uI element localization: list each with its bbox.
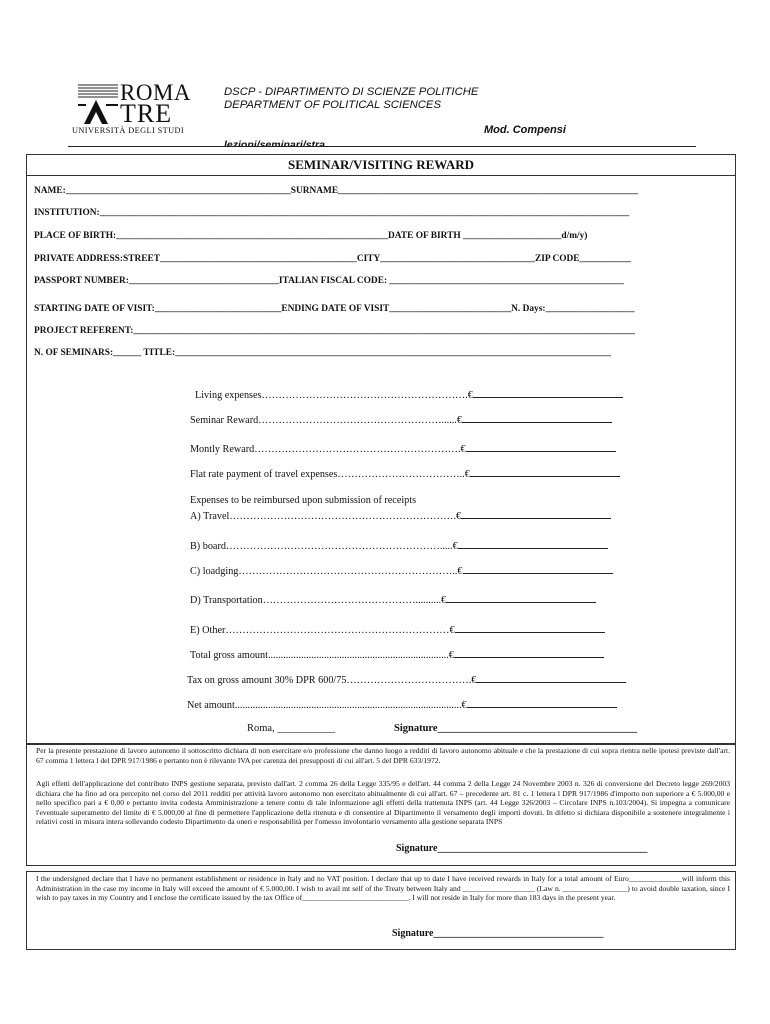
expense-label: Seminar Reward………………………………………………......€ — [190, 415, 462, 426]
amount-line[interactable] — [470, 466, 620, 477]
expense-label: B) board……………………………………………………….....€ — [190, 541, 458, 552]
amount-line[interactable] — [467, 697, 617, 708]
project-referent-field[interactable]: PROJECT REFERENT:___________________________________________________________________________________________________________ — [34, 326, 635, 336]
amount-line[interactable] — [454, 647, 604, 658]
tax-row[interactable] — [187, 672, 626, 686]
expense-label: Total gross amount.......................................................................€ — [190, 650, 454, 661]
expense-row[interactable] — [190, 592, 596, 606]
expense-label: Montly Reward…………………………………………………….€ — [190, 444, 466, 455]
expense-label: Net amount.........................................................................................€ — [187, 700, 467, 711]
amount-line[interactable] — [476, 672, 626, 683]
english-signature-field[interactable]: Signature__________________________________ — [392, 928, 604, 939]
visit-dates-field[interactable]: STARTING DATE OF VISIT:___________________________ENDING DATE OF VISIT__________________________N. Days:___________________ — [34, 304, 635, 314]
italian-declaration-text: Per la presente prestazione di lavoro autonomo il sottoscritto dichiara di non esercitare e/o professione che danno luogo a redditi di lavoro autonomo abituale e che la prestazione di cui sopra rientra nelle ipotesi previste dall'art. 67 comma 1 lettera l del DPR 917/1986 e pertanto non è rilevante IVA per carenza dei presupposti di cui all'art. 5 del DPR 633/1972. — [36, 746, 730, 765]
italian-declaration-text-2: Agli effetti dell'applicazione del contributo INPS gestione separata, previsto dall'art. 2 comma 26 della Legge 335/95 e dell'art. 44 comma 2 della Legge 24 Novembre 2003 n. 326 di conversione del Decreto legge 269/2003 dichiara che ha fino ad ora percepito nel corso del 2011 redditi per attività lavoro autonomo non esercitato abitualmente di cui all'art. 67 – precedente art. 81 c. 1 lettera l DPR 917/1986 d'importo non superiore a € 5.000,00 e nello specifico pari a € 0,00 e pertanto invita codesta Amministrazione a tenere conto di tale informazione agli effetti della trattenuta INPS (art. 44 Legge 326/2003 – Circolare INPS n.103/2004). Si impegna a comunicare l'eventuale superamento del limite di € 5.000,00 al fine di permettere l'applicazione della ritenuta e di consentire al Dipartimento il versamento degli importi dovuti. In difetto si dichiara disponibile a sostenere integralmente i relativi costi in misura intera sollevando codesto Dipartimento da oneri e responsabilità per l'omesso involontario versamento alla gestione separata INPS — [36, 779, 730, 826]
institution-field[interactable]: INSTITUTION:_________________________________________________________________________________________________________________ — [34, 208, 630, 218]
amount-line[interactable] — [446, 592, 596, 603]
expense-row[interactable] — [190, 622, 605, 636]
department-line-it: DSCP - DIPARTIMENTO DI SCIENZE POLITICHE — [224, 86, 479, 98]
expense-label: Living expenses…………………………………………………….€ — [195, 390, 473, 401]
expense-label: Tax on gross amount 30% DPR 600/75……………………………….€ — [187, 675, 477, 686]
department-heading — [224, 86, 478, 112]
expense-row[interactable] — [190, 441, 616, 455]
total-gross-row[interactable] — [190, 647, 604, 661]
logo-roma-text: ROMA — [120, 80, 192, 105]
birth-field[interactable]: PLACE OF BIRTH:__________________________________________________________DATE OF BIRTH _____________________d/m/y) — [34, 231, 588, 241]
logo-tre-text: TRE — [120, 99, 173, 128]
amount-line[interactable] — [461, 508, 611, 519]
expense-label: Flat rate payment of travel expenses………………………………..€ — [190, 469, 470, 480]
seminars-title-field[interactable]: N. OF SEMINARS:______ TITLE:_____________________________________________________________________________________________ — [34, 348, 612, 358]
expense-label: A) Travel………………………………………………………….€ — [190, 511, 462, 522]
expense-row[interactable] — [190, 508, 611, 522]
amount-line[interactable] — [462, 412, 612, 423]
expense-label: C) loadging………………………………………………………..€ — [190, 566, 463, 577]
university-emblem-icon — [74, 82, 118, 124]
roma-tre-logo — [70, 80, 192, 142]
form-title: SEMINAR/VISITING REWARD — [26, 154, 736, 176]
form-model-label: Mod. Compensi — [484, 124, 566, 136]
expense-row[interactable] — [190, 412, 612, 426]
reimbursement-heading: Expenses to be reimbursed upon submission of receipts — [190, 495, 417, 506]
expense-label: E) Other…………………………………………………………€ — [190, 625, 455, 636]
expense-row[interactable] — [195, 387, 623, 401]
form-category-label: lezioni/seminari/stra — [224, 139, 325, 147]
amount-line[interactable] — [458, 538, 608, 549]
header-rule — [68, 146, 696, 147]
logo-university-text: UNIVERSITÀ DEGLI STUDI — [72, 126, 185, 135]
place-date-field[interactable]: Roma, ___________ — [247, 723, 336, 734]
passport-fiscal-field[interactable]: PASSPORT NUMBER:________________________________ITALIAN FISCAL CODE: __________________________________________________ — [34, 276, 624, 286]
net-amount-row[interactable] — [187, 697, 617, 711]
address-field[interactable]: PRIVATE ADDRESS:STREET__________________________________________CITY_________________________________ZIP CODE___________ — [34, 254, 632, 264]
expense-row[interactable] — [190, 538, 608, 552]
english-declaration-text: I the undersigned declare that I have no permanent establishment or residence in Italy and no VAT position. I declare that up to date I have received rewards in Italy for a total amount of Euro______________will inform this Administration in the case my income in Italy will exceed the amount of € 5.000,00. I wish to avail mt self of the Treaty between Italy and ___________________ (Law n. _________________) to avoid double taxation, since I wish to pay taxes in my Country and I enclose the certificate issued by the tax Office of____________________________. I will not reside in Italy for more than 183 days in the present year. — [36, 874, 730, 902]
department-line-en: DEPARTMENT OF POLITICAL SCIENCES — [224, 99, 441, 111]
expense-row[interactable] — [190, 466, 620, 480]
amount-line[interactable] — [473, 387, 623, 398]
italian-signature-field[interactable]: Signature__________________________________________ — [396, 843, 648, 854]
name-surname-field[interactable]: NAME:________________________________________________SURNAME________________________________________________________________ — [34, 186, 639, 196]
amount-line[interactable] — [463, 563, 613, 574]
amount-line[interactable] — [455, 622, 605, 633]
amount-line[interactable] — [466, 441, 616, 452]
signature-field[interactable]: Signature______________________________________ — [394, 723, 638, 734]
expense-label: D) Transportation………………………………………..........€ — [190, 595, 447, 606]
expense-row[interactable] — [190, 563, 613, 577]
